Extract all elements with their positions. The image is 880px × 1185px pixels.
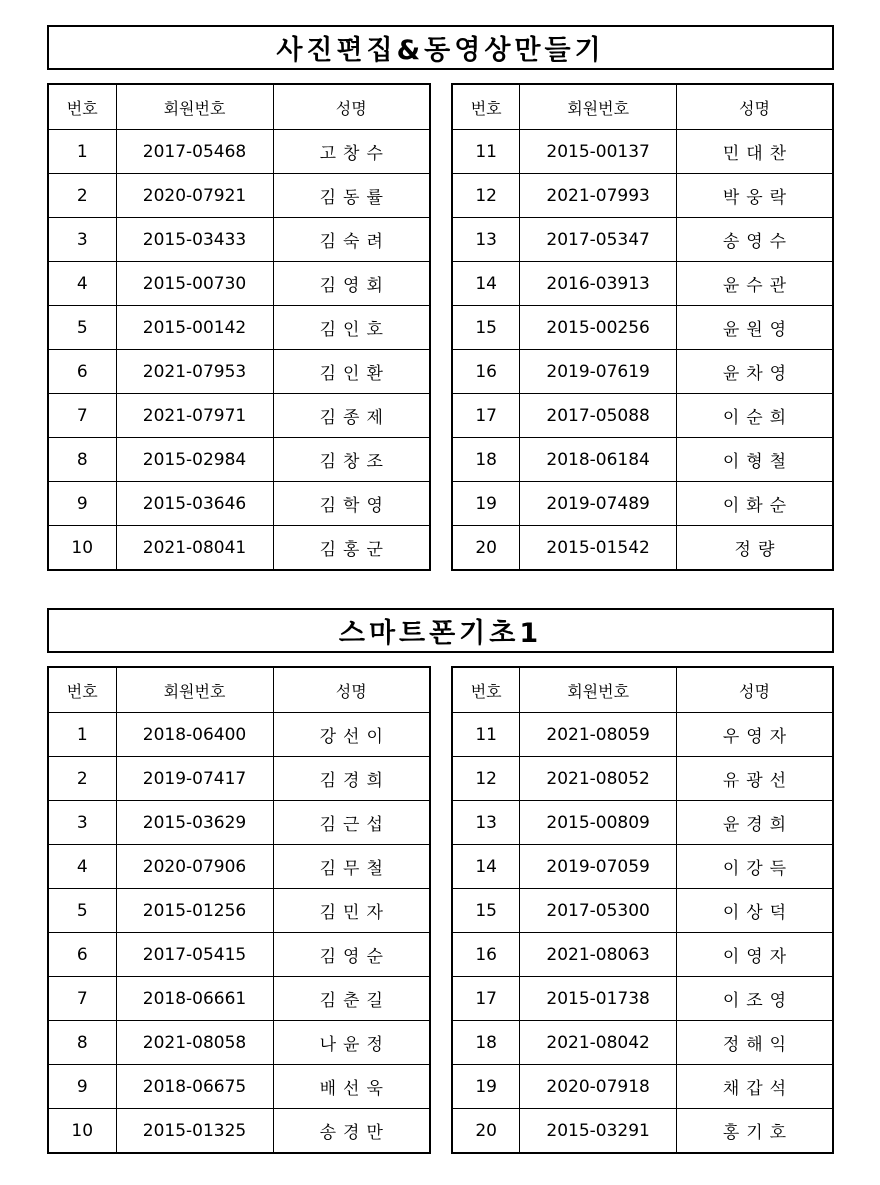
member-id-cell: 2018-06661 — [116, 977, 273, 1021]
member-name-cell: 유광선 — [676, 757, 833, 801]
row-number: 19 — [452, 1065, 520, 1109]
row-number: 8 — [48, 1021, 116, 1065]
member-id-cell: 2021-08058 — [116, 1021, 273, 1065]
header-no: 번호 — [452, 84, 520, 130]
table-row — [48, 713, 430, 757]
row-number: 19 — [452, 482, 520, 526]
member-id-cell: 2017-05468 — [116, 130, 273, 174]
row-number: 11 — [452, 713, 520, 757]
table-row — [48, 889, 430, 933]
table-row — [48, 394, 430, 438]
member-name-cell: 김인환 — [273, 350, 430, 394]
table-row — [48, 933, 430, 977]
member-name-cell: 이형철 — [676, 438, 833, 482]
row-number: 1 — [48, 130, 116, 174]
table-row — [452, 713, 833, 757]
member-id-cell: 2021-07953 — [116, 350, 273, 394]
header-member-id: 회원번호 — [116, 667, 273, 713]
member-name-cell: 이화순 — [676, 482, 833, 526]
table-row — [48, 845, 430, 889]
member-name-cell: 김동률 — [273, 174, 430, 218]
member-name-cell: 김영회 — [273, 262, 430, 306]
table-row — [48, 1021, 430, 1065]
row-number: 14 — [452, 262, 520, 306]
section-title: 스마트폰기초1 — [47, 608, 834, 653]
member-table-right — [451, 666, 834, 1154]
member-name-cell: 김숙려 — [273, 218, 430, 262]
member-id-cell: 2021-08059 — [520, 713, 677, 757]
member-name-cell: 김근섭 — [273, 801, 430, 845]
member-name-cell: 강선이 — [273, 713, 430, 757]
header-member-id: 회원번호 — [520, 84, 677, 130]
table-row — [452, 526, 833, 571]
member-tables — [47, 666, 834, 1152]
member-id-cell: 2021-08052 — [520, 757, 677, 801]
table-row — [452, 845, 833, 889]
row-number: 5 — [48, 306, 116, 350]
member-id-cell: 2018-06675 — [116, 1065, 273, 1109]
member-id-cell: 2021-07971 — [116, 394, 273, 438]
row-number: 2 — [48, 757, 116, 801]
member-id-cell: 2019-07619 — [520, 350, 677, 394]
member-name-cell: 김학영 — [273, 482, 430, 526]
member-name-cell: 김창조 — [273, 438, 430, 482]
member-name-cell: 홍기호 — [676, 1109, 833, 1154]
member-name-cell: 김민자 — [273, 889, 430, 933]
table-row — [48, 757, 430, 801]
table-row — [452, 306, 833, 350]
table-row — [48, 526, 430, 571]
row-number: 15 — [452, 889, 520, 933]
row-number: 13 — [452, 801, 520, 845]
table-row — [452, 438, 833, 482]
member-id-cell: 2015-00809 — [520, 801, 677, 845]
header-no: 번호 — [48, 667, 116, 713]
member-id-cell: 2020-07918 — [520, 1065, 677, 1109]
member-name-cell: 윤경희 — [676, 801, 833, 845]
member-id-cell: 2015-03629 — [116, 801, 273, 845]
row-number: 20 — [452, 526, 520, 571]
table-header-row — [452, 667, 833, 713]
member-name-cell: 이순희 — [676, 394, 833, 438]
row-number: 10 — [48, 1109, 116, 1154]
member-id-cell: 2015-00142 — [116, 306, 273, 350]
table-row — [48, 174, 430, 218]
header-no: 번호 — [48, 84, 116, 130]
table-row — [48, 306, 430, 350]
row-number: 7 — [48, 394, 116, 438]
member-name-cell: 김춘길 — [273, 977, 430, 1021]
header-name: 성명 — [676, 84, 833, 130]
section-title: 사진편집&동영상만들기 — [47, 25, 834, 70]
table-row — [48, 262, 430, 306]
member-name-cell: 우영자 — [676, 713, 833, 757]
table-row — [452, 757, 833, 801]
row-number: 20 — [452, 1109, 520, 1154]
row-number: 13 — [452, 218, 520, 262]
row-number: 7 — [48, 977, 116, 1021]
header-member-id: 회원번호 — [520, 667, 677, 713]
member-name-cell: 민대찬 — [676, 130, 833, 174]
member-name-cell: 윤차영 — [676, 350, 833, 394]
table-row — [48, 350, 430, 394]
row-number: 12 — [452, 174, 520, 218]
header-name: 성명 — [273, 667, 430, 713]
table-row — [452, 1021, 833, 1065]
member-name-cell: 김무철 — [273, 845, 430, 889]
row-number: 16 — [452, 350, 520, 394]
member-table-left — [47, 666, 431, 1154]
member-id-cell: 2019-07489 — [520, 482, 677, 526]
member-name-cell: 김종제 — [273, 394, 430, 438]
row-number: 17 — [452, 977, 520, 1021]
member-id-cell: 2017-05088 — [520, 394, 677, 438]
row-number: 10 — [48, 526, 116, 571]
member-id-cell: 2021-07993 — [520, 174, 677, 218]
row-number: 1 — [48, 713, 116, 757]
table-header-row — [48, 667, 430, 713]
row-number: 4 — [48, 262, 116, 306]
table-row — [48, 218, 430, 262]
member-name-cell: 고창수 — [273, 130, 430, 174]
member-name-cell: 윤수관 — [676, 262, 833, 306]
member-name-cell: 이조영 — [676, 977, 833, 1021]
row-number: 16 — [452, 933, 520, 977]
table-row — [452, 174, 833, 218]
table-row — [452, 1109, 833, 1154]
row-number: 12 — [452, 757, 520, 801]
section-smartphone-basics — [47, 608, 834, 1152]
table-row — [48, 438, 430, 482]
table-row — [452, 977, 833, 1021]
member-id-cell: 2015-01256 — [116, 889, 273, 933]
member-id-cell: 2018-06184 — [520, 438, 677, 482]
section-photo-video — [47, 25, 834, 569]
member-name-cell: 이상덕 — [676, 889, 833, 933]
member-name-cell: 이영자 — [676, 933, 833, 977]
header-name: 성명 — [676, 667, 833, 713]
member-id-cell: 2015-03646 — [116, 482, 273, 526]
header-name: 성명 — [273, 84, 430, 130]
member-id-cell: 2015-00137 — [520, 130, 677, 174]
member-id-cell: 2021-08063 — [520, 933, 677, 977]
row-number: 6 — [48, 350, 116, 394]
member-table-left — [47, 83, 431, 571]
member-tables — [47, 83, 834, 569]
row-number: 18 — [452, 1021, 520, 1065]
table-row — [48, 482, 430, 526]
row-number: 9 — [48, 1065, 116, 1109]
member-name-cell: 송영수 — [676, 218, 833, 262]
member-id-cell: 2019-07059 — [520, 845, 677, 889]
member-id-cell: 2020-07906 — [116, 845, 273, 889]
row-number: 11 — [452, 130, 520, 174]
member-name-cell: 정량 — [676, 526, 833, 571]
row-number: 4 — [48, 845, 116, 889]
table-row — [452, 350, 833, 394]
row-number: 18 — [452, 438, 520, 482]
table-row — [48, 130, 430, 174]
table-row — [452, 394, 833, 438]
member-id-cell: 2015-01325 — [116, 1109, 273, 1154]
table-row — [452, 889, 833, 933]
member-name-cell: 김홍군 — [273, 526, 430, 571]
row-number: 6 — [48, 933, 116, 977]
member-name-cell: 윤원영 — [676, 306, 833, 350]
member-id-cell: 2015-02984 — [116, 438, 273, 482]
member-id-cell: 2015-00256 — [520, 306, 677, 350]
member-name-cell: 정해익 — [676, 1021, 833, 1065]
table-row — [452, 482, 833, 526]
member-id-cell: 2015-01542 — [520, 526, 677, 571]
row-number: 17 — [452, 394, 520, 438]
member-id-cell: 2015-01738 — [520, 977, 677, 1021]
member-name-cell: 김경희 — [273, 757, 430, 801]
header-no: 번호 — [452, 667, 520, 713]
member-id-cell: 2015-03433 — [116, 218, 273, 262]
member-name-cell: 배선욱 — [273, 1065, 430, 1109]
member-id-cell: 2020-07921 — [116, 174, 273, 218]
member-name-cell: 나윤정 — [273, 1021, 430, 1065]
table-row — [452, 801, 833, 845]
member-id-cell: 2018-06400 — [116, 713, 273, 757]
row-number: 14 — [452, 845, 520, 889]
table-row — [452, 130, 833, 174]
member-id-cell: 2016-03913 — [520, 262, 677, 306]
table-row — [452, 262, 833, 306]
row-number: 3 — [48, 218, 116, 262]
member-name-cell: 송경만 — [273, 1109, 430, 1154]
table-row — [48, 1065, 430, 1109]
member-id-cell: 2021-08042 — [520, 1021, 677, 1065]
header-member-id: 회원번호 — [116, 84, 273, 130]
table-row — [452, 1065, 833, 1109]
member-id-cell: 2017-05415 — [116, 933, 273, 977]
table-row — [48, 1109, 430, 1154]
member-id-cell: 2017-05347 — [520, 218, 677, 262]
member-table-right — [451, 83, 834, 571]
member-name-cell: 이강득 — [676, 845, 833, 889]
table-row — [452, 218, 833, 262]
row-number: 2 — [48, 174, 116, 218]
member-name-cell: 김영순 — [273, 933, 430, 977]
row-number: 9 — [48, 482, 116, 526]
member-id-cell: 2015-00730 — [116, 262, 273, 306]
table-header-row — [452, 84, 833, 130]
member-id-cell: 2015-03291 — [520, 1109, 677, 1154]
table-row — [452, 933, 833, 977]
member-id-cell: 2017-05300 — [520, 889, 677, 933]
table-row — [48, 801, 430, 845]
member-id-cell: 2019-07417 — [116, 757, 273, 801]
member-id-cell: 2021-08041 — [116, 526, 273, 571]
member-name-cell: 박웅락 — [676, 174, 833, 218]
member-name-cell: 채갑석 — [676, 1065, 833, 1109]
row-number: 3 — [48, 801, 116, 845]
table-row — [48, 977, 430, 1021]
row-number: 5 — [48, 889, 116, 933]
row-number: 8 — [48, 438, 116, 482]
member-name-cell: 김인호 — [273, 306, 430, 350]
table-header-row — [48, 84, 430, 130]
row-number: 15 — [452, 306, 520, 350]
